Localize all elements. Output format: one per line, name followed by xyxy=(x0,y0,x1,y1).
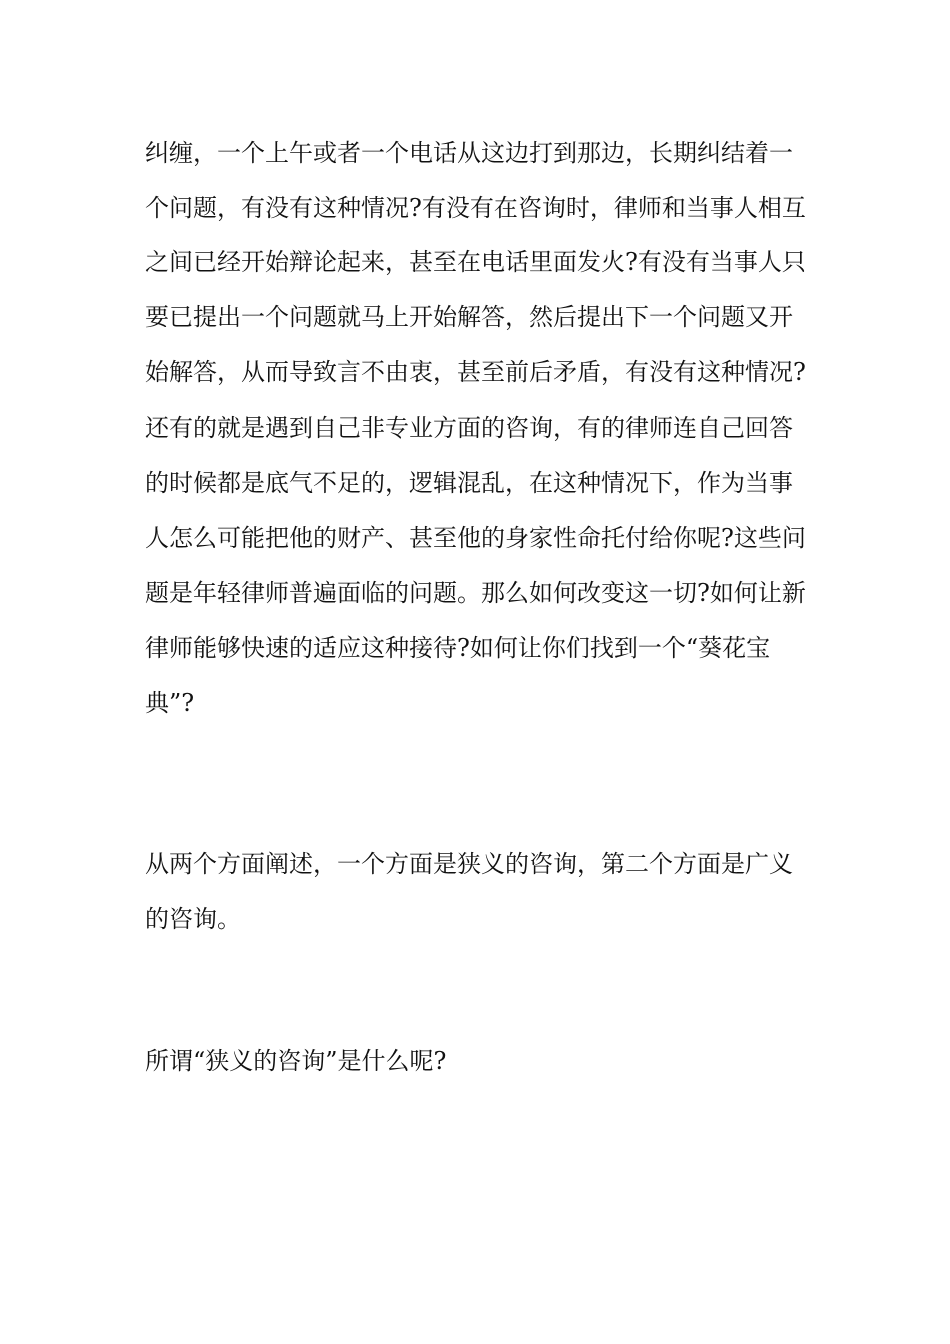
paragraph-1-line-3: 之间已经开始辩论起来，甚至在电话里面发火?有没有当事人只 xyxy=(145,248,806,276)
paragraph-1-line-10: 律师能够快速的适应这种接待?如何让你们找到一个“葵花宝 xyxy=(145,634,771,662)
paragraph-1-line-11: 典”? xyxy=(145,689,195,717)
paragraph-2-line-2: 的咨询。 xyxy=(145,905,241,933)
paragraph-2-line-1: 从两个方面阐述，一个方面是狭义的咨询，第二个方面是广义 xyxy=(145,850,793,878)
paragraph-1-line-1: 纠缠，一个上午或者一个电话从这边打到那边，长期纠结着一 xyxy=(145,139,793,167)
paragraph-1-line-2: 个问题，有没有这种情况?有没有在咨询时，律师和当事人相互 xyxy=(145,194,806,222)
paragraph-1-line-9: 题是年轻律师普遍面临的问题。那么如何改变这一切?如何让新 xyxy=(145,579,806,607)
paragraph-1-line-6: 还有的就是遇到自己非专业方面的咨询，有的律师连自己回答 xyxy=(145,414,793,442)
paragraph-1-line-7: 的时候都是底气不足的，逻辑混乱，在这种情况下，作为当事 xyxy=(145,469,793,497)
paragraph-1-line-8: 人怎么可能把他的财产、甚至他的身家性命托付给你呢?这些问 xyxy=(145,524,806,552)
paragraph-3-line-1: 所谓“狭义的咨询”是什么呢? xyxy=(145,1047,447,1075)
paragraph-1-line-4: 要已提出一个问题就马上开始解答，然后提出下一个问题又开 xyxy=(145,303,793,331)
paragraph-1-line-5: 始解答，从而导致言不由衷，甚至前后矛盾，有没有这种情况? xyxy=(145,358,806,386)
